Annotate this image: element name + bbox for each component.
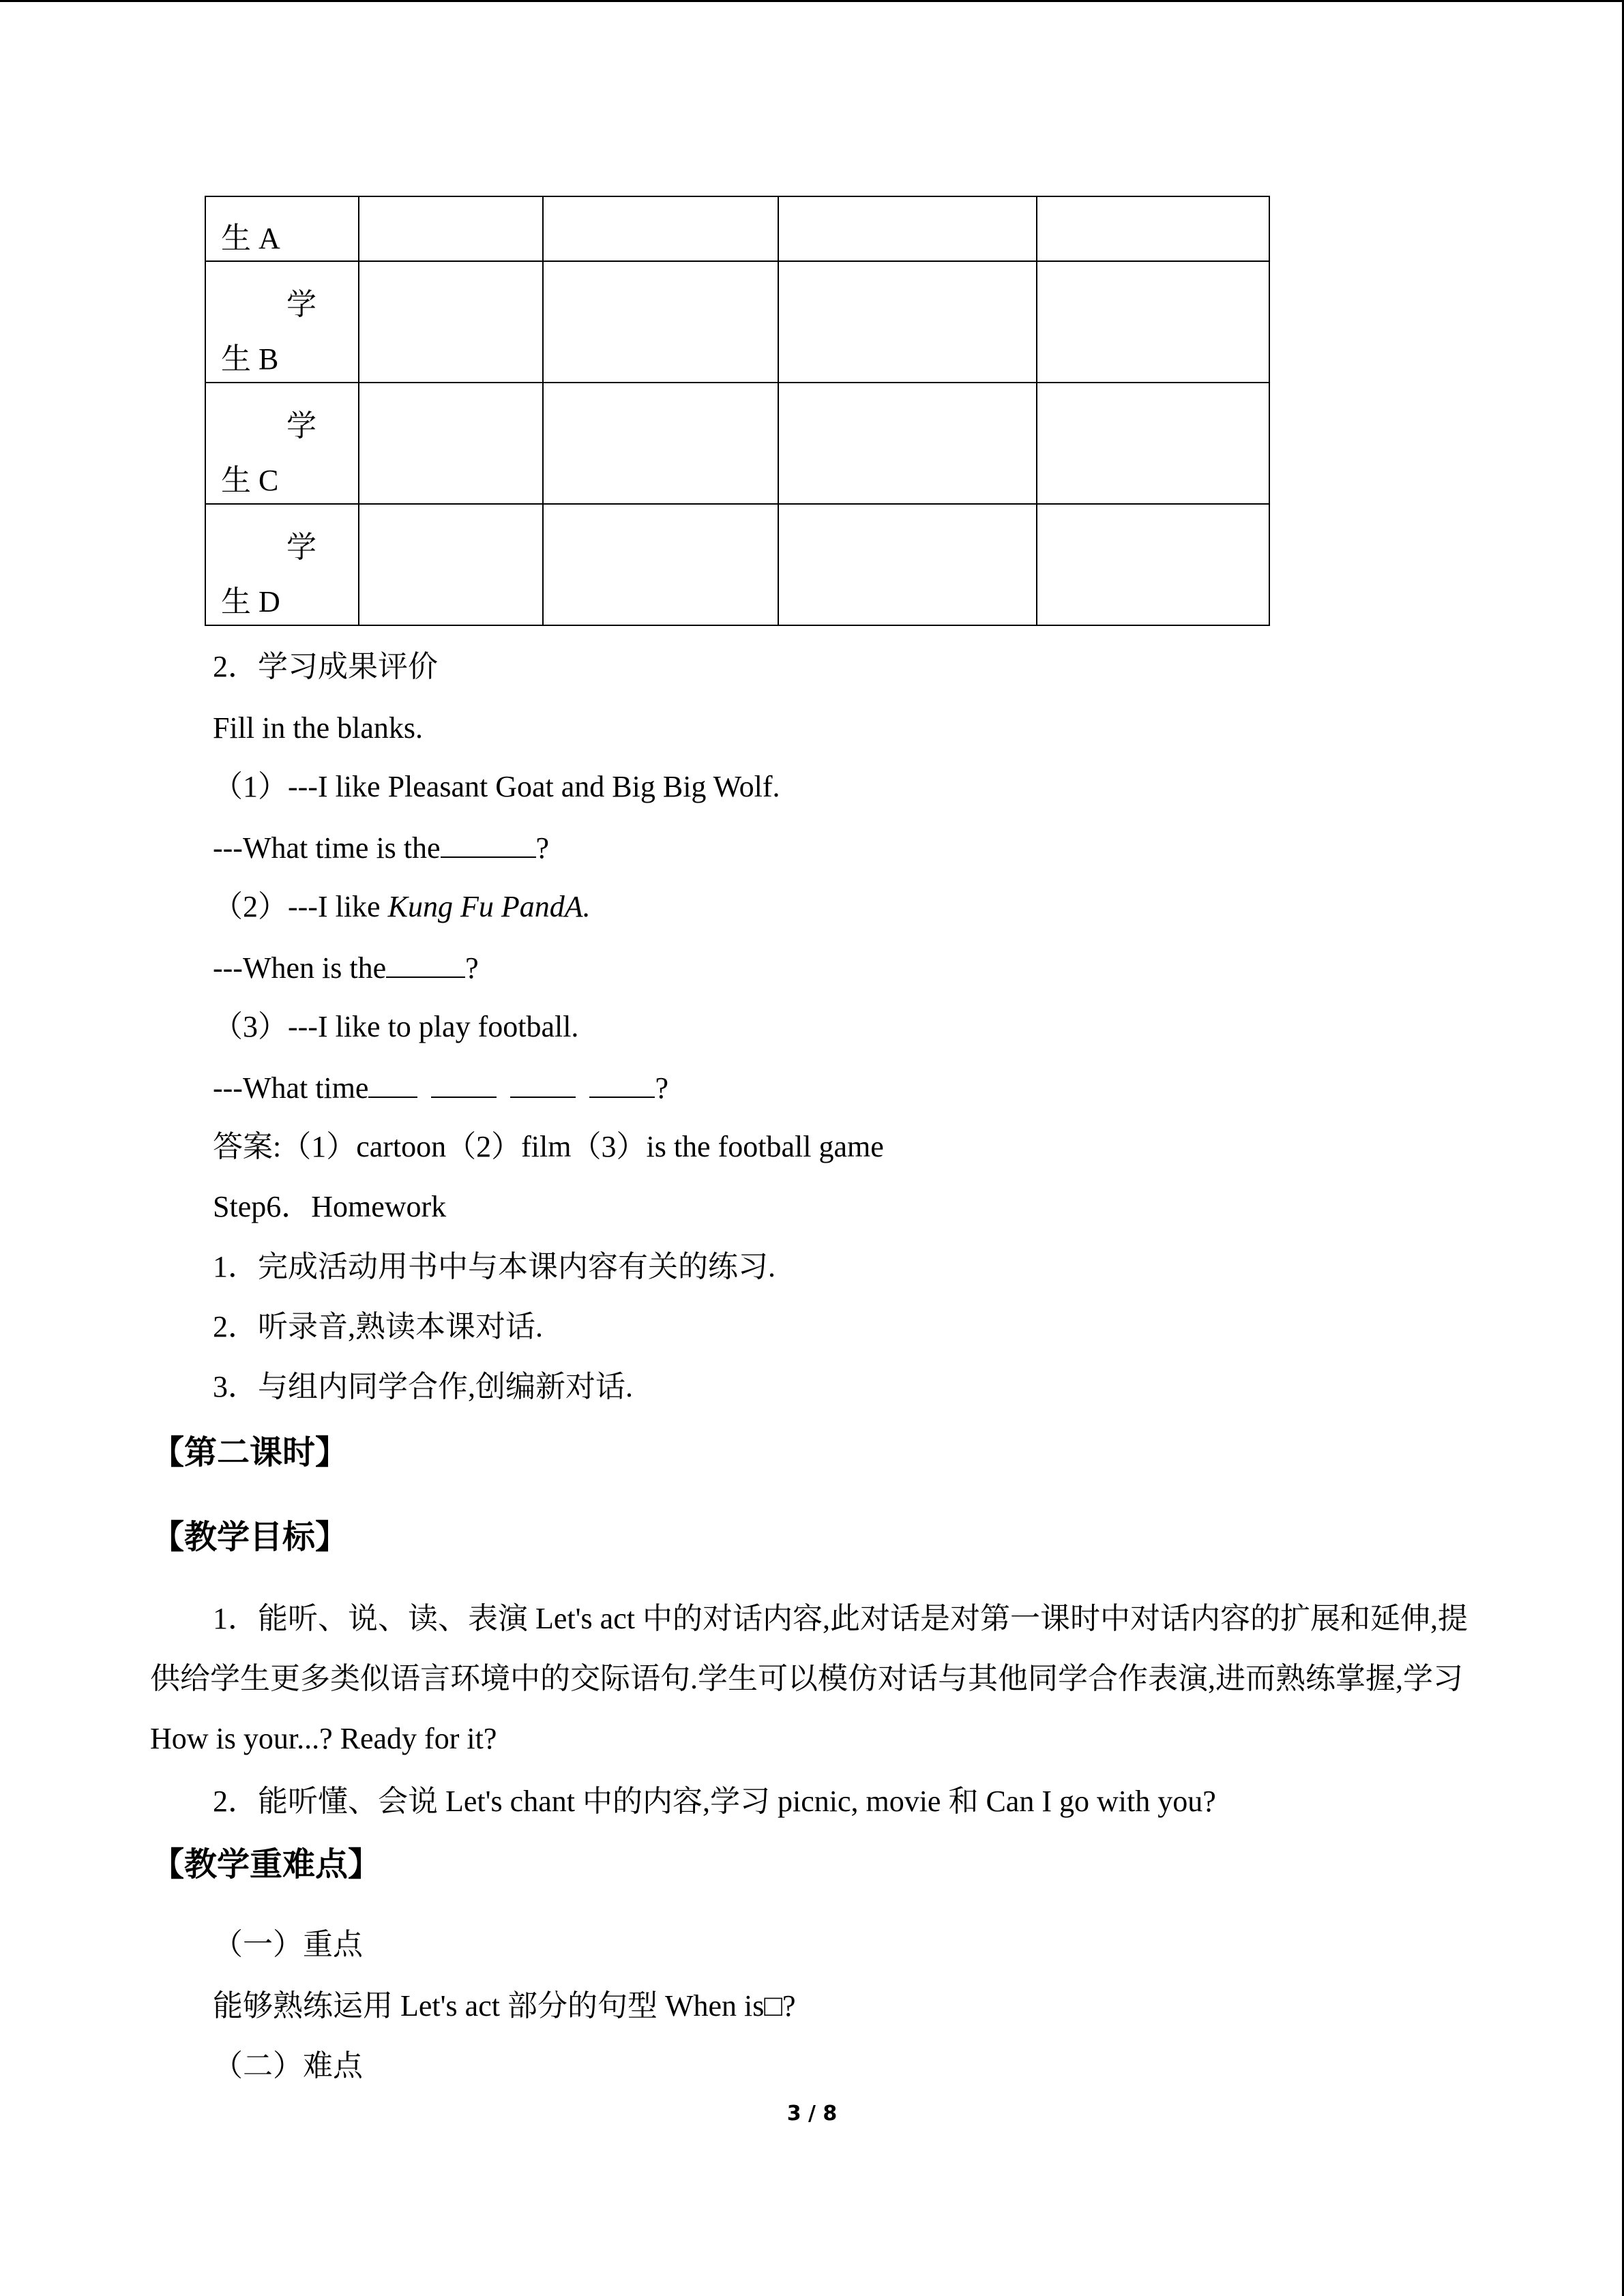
homework-item: 2．听录音,熟读本课对话. [213, 1310, 543, 1343]
table-cell [359, 196, 544, 261]
table-row [205, 504, 1269, 625]
table-row [205, 196, 1269, 261]
question-1-answer-suffix: ? [535, 831, 550, 865]
table-cell [1037, 383, 1269, 504]
table-cell [543, 261, 778, 383]
row-label-top: 学 [286, 288, 316, 321]
lesson-2-heading: 【第二课时】 [151, 1433, 349, 1472]
table-row [205, 261, 1269, 383]
row-label-bottom: 生 C [221, 464, 279, 497]
answer-blank [441, 832, 536, 858]
table-cell [543, 196, 778, 261]
table-cell [1037, 196, 1269, 261]
question-2-answer-line [213, 948, 479, 989]
row-label-bottom: 生 D [221, 585, 280, 618]
goals-heading: 【教学目标】 [151, 1518, 349, 1556]
table-cell [778, 196, 1037, 261]
key-points-heading: 【教学重难点】 [151, 1845, 381, 1883]
homework-item: 1．完成活动用书中与本课内容有关的练习. [213, 1250, 776, 1283]
question-2-answer-prefix: ---When is the [213, 951, 387, 985]
table-cell [359, 383, 544, 504]
table-cell [778, 383, 1037, 504]
table-cell-label [205, 261, 359, 383]
evaluation-table [205, 196, 1270, 626]
table-cell [543, 504, 778, 625]
question-1-prompt: （1）---I like Pleasant Goat and Big Big Wolf. [213, 770, 780, 803]
table-cell-label [205, 504, 359, 625]
question-1-answer-prefix: ---What time is the [213, 831, 441, 865]
page-number: 3 / 8 [786, 2102, 838, 2126]
question-3-prompt: （3）---I like to play football. [213, 1010, 579, 1043]
eval-title: 2．学习成果评价 [213, 650, 438, 683]
table-row [205, 383, 1269, 504]
eval-instruction: Fill in the blanks. [213, 711, 423, 745]
goal-1-paragraph: 1．能听、说、读、表演 Let's act 中的对话内容,此对话是对第一课时中对话内容的扩展和延伸,提供给学生更多类似语言环境中的交际语句.学生可以模仿对话与其他同学合作表演,进而熟练掌握,学习 How is your...? Ready for it? [150, 1602, 1468, 1755]
homework-item: 3．与组内同学合作,创编新对话. [213, 1370, 633, 1403]
question-3-answer-prefix: ---What time [213, 1071, 369, 1105]
goal-2-paragraph: 2．能听懂、会说 Let's chant 中的内容,学习 picnic, movie 和 Can I go with you? [213, 1785, 1216, 1818]
table-cell [359, 504, 544, 625]
answer-blank [368, 1072, 417, 1098]
table-cell [1037, 504, 1269, 625]
question-2-prompt [213, 886, 591, 927]
question-2-prompt-italic: Kung Fu PandA. [387, 890, 591, 923]
difficulty-subheading: （二）难点 [213, 2049, 363, 2083]
question-3-answer-line [213, 1068, 668, 1109]
answer-key: 答案:（1）cartoon（2）film（3）is the football game [213, 1130, 884, 1163]
table-cell [778, 261, 1037, 383]
answer-blank [510, 1072, 576, 1098]
homework-title: Step6．Homework [213, 1190, 447, 1223]
row-label-top: 学 [286, 531, 316, 564]
row-label: 生 A [221, 222, 280, 255]
answer-blank [386, 952, 465, 978]
row-label-top: 学 [286, 409, 316, 443]
row-label-bottom: 生 B [221, 342, 279, 376]
table-cell [359, 261, 544, 383]
question-2-answer-suffix: ? [465, 951, 479, 985]
question-1-answer-line [213, 828, 549, 869]
question-3-answer-suffix: ? [655, 1071, 668, 1105]
table-cell [778, 504, 1037, 625]
question-2-prompt-prefix: （2）---I like [213, 890, 388, 923]
table-cell [543, 383, 778, 504]
answer-blank [431, 1072, 497, 1098]
key-point-subheading: （一）重点 [213, 1928, 363, 1961]
table-cell-label [205, 196, 359, 261]
table-cell-label [205, 383, 359, 504]
answer-blank [589, 1072, 655, 1098]
table-cell [1037, 261, 1269, 383]
key-point-text: 能够熟练运用 Let's act 部分的句型 When is□? [213, 1989, 796, 2023]
